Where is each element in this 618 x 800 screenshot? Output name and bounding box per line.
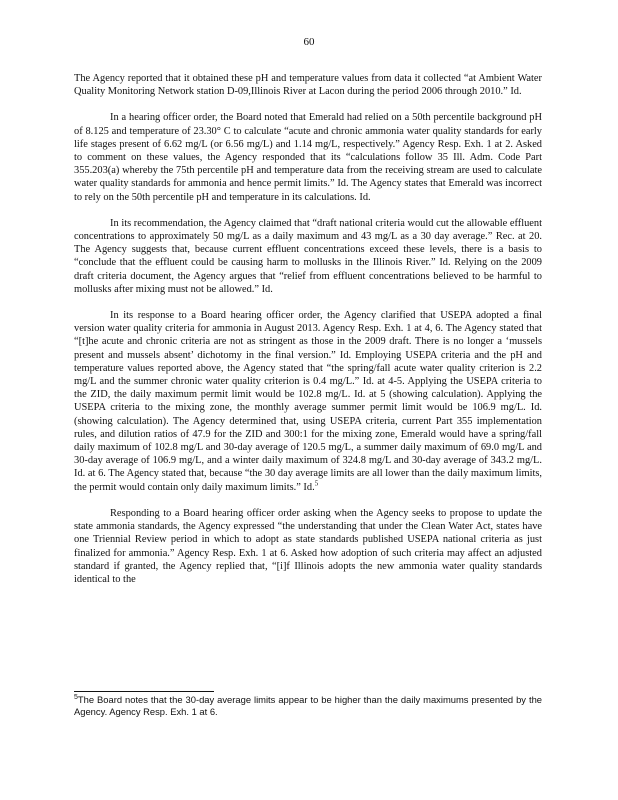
paragraph-4 [74,309,542,494]
page-number: 60 [303,36,315,48]
body-text [74,72,542,599]
footnote-divider [74,691,214,692]
paragraph-5: Responding to a Board hearing officer order asking when the Agency seeks to propose to update the state ammonia standards, the Agency expressed “the understanding that under the Clean Water Act, states have one Triennial Review period in which to adopt as state standards published USEPA national criteria as just finalized for ammonia.” Agency Resp. Exh. 1 at 6. Asked how adoption of such criteria may affect an adjusted standard if granted, the Agency replied that, “[i]f Illinois adopts the new ammonia water quality standards identical to the [74,507,542,585]
paragraph-3: In its recommendation, the Agency claimed that “draft national criteria would cut the allowable effluent concentrations to approximately 50 mg/L as a daily maximum and 43 mg/L as a 30 day average.” Rec. at 20. The Agency suggests that, because current effluent concentrations exceed these levels, there is a basis to “conclude that the effluent could be causing harm to mollusks in the Illinois River.” Id. Relying on the 2009 draft criteria document, the Agency argues that “relief from effluent concentrations believed to be harmful to mollusks after mixing must not be allowed.” Id. [74,217,542,295]
paragraph-2: In a hearing officer order, the Board noted that Emerald had relied on a 50th percentile background pH of 8.125 and temperature of 23.30° C to calculate “acute and chronic ammonia water quality standards for early life stages present of 6.62 mg/L (or 6.56 mg/L) and 1.14 mg/L, respectively.” Agency Resp. Exh. 1 at 2. Asked to comment on these values, the Agency responded that its “calculations follow 35 Ill. Adm. Code Part 355.203(a) whereby the 75th percentile pH and temperature data from the receiving stream are used to calculate water quality standards for ammonia and hence permit limits.” Id. The Agency states that Emerald was incorrect to rely on the 50th percentile pH and temperature in its calculations. Id. [74,112,542,203]
footnote-reference: 5 [314,479,319,488]
paragraph-4-text: In its response to a Board hearing officer order, the Agency clarified that USEPA adopted a final version water quality criteria for ammonia in August 2013. Agency Resp. Exh. 1 at 4, 6. The Agency stated that “[t]he acute and chronic criteria are not as stringent as those in the 2009 draft. There is no longer a ‘mussels present and mussels absent’ dichotomy in the final version.” Id. Employing USEPA criteria and the pH and temperature values reported above, the Agency stated that “the spring/fall acute water quality criterion is 2.2 mg/L and the summer chronic water quality criterion is 0.4 mg/L.” Id. at 4-5. Applying the USEPA criteria to the ZID, the daily maximum permit limit would be 102.8 mg/L. Id. at 5 (showing calculation). Applying the USEPA criteria to the mixing zone, the monthly average summer permit limit would be 106.9 mg/L. Id. (showing calculation). The Agency determined that, using USEPA criteria, current Part 355 implementation rules, and dilution ratios of 47.9 for the ZID and 300:1 for the mixing zone, Emerald would have a spring/fall daily maximum of 102.8 mg/L and 30-day average of 120.5 mg/L, a summer daily maximum of 69.0 mg/L and 30-day average of 106.9 mg/L, and a winter daily maximum of 324.8 mg/L and 30-day average of 343.2 mg/L. Id. at 6. The Agency stated that, because “the 30 day average limits are all lower than the daily maximum limits, the permit would contain only daily maximum limits.” Id. [74,310,542,493]
footnote-marker: 5 [74,693,78,701]
paragraph-1: The Agency reported that it obtained these pH and temperature values from data it collected “at Ambient Water Quality Monitoring Network station D-09,Illinois River at Lacon during the period 2006 through 2010.” Id. [74,73,542,98]
footnote [74,694,542,717]
footnote-text: The Board notes that the 30-day average limits appear to be higher than the daily maximums presented by the Agency. Agency Resp. Exh. 1 at 6. [74,694,542,717]
